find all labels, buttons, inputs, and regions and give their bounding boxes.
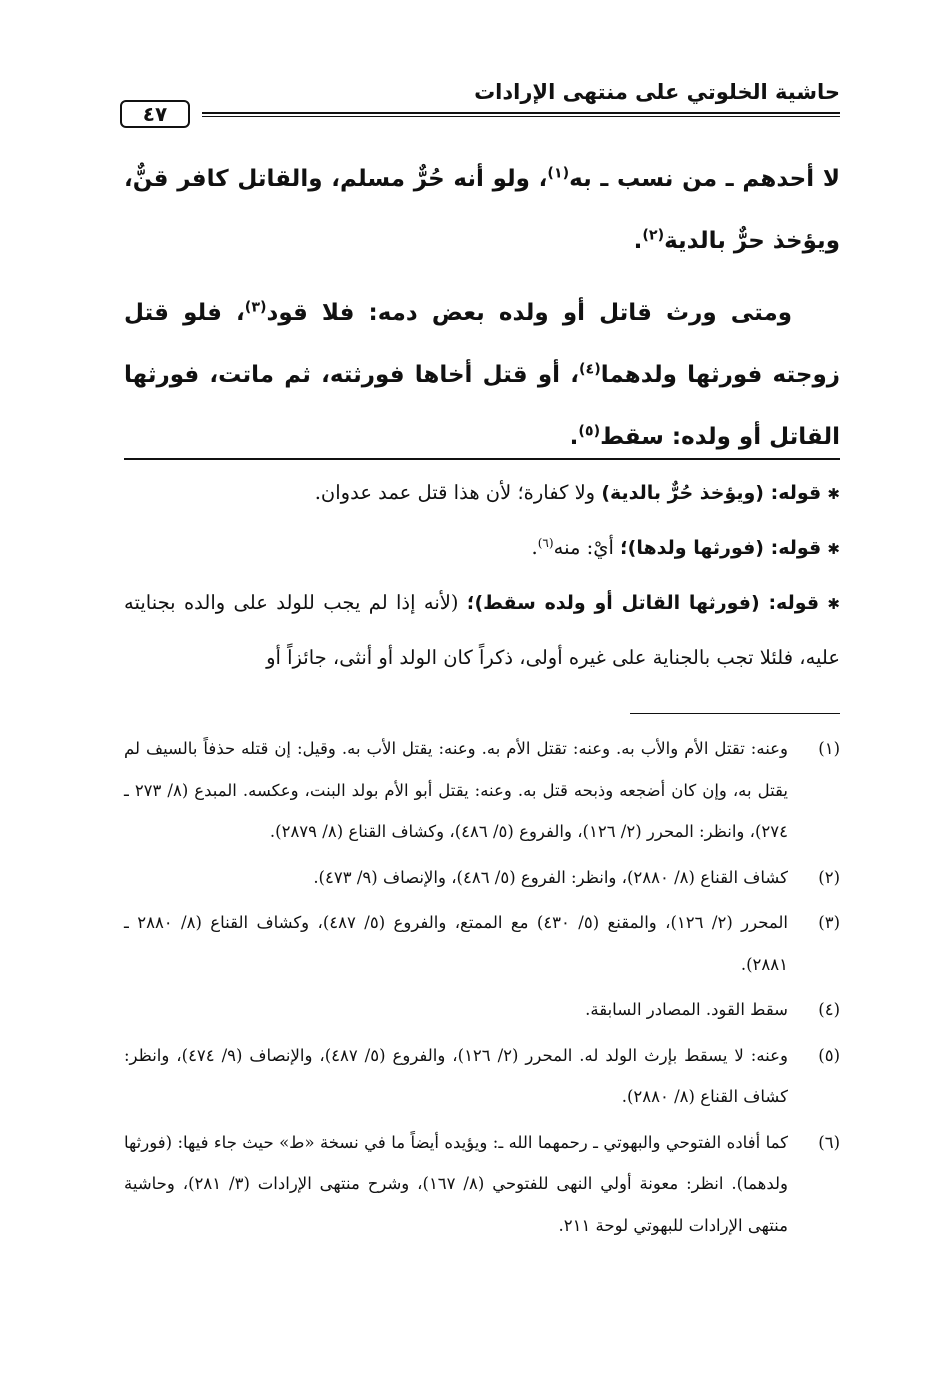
commentary-section: [124, 466, 840, 684]
main-p2-text-1: ومتى ورث قاتل أو ولده بعض دمه: فلا قود: [266, 300, 793, 326]
header-rule-thin: [202, 116, 840, 117]
main-p2-text-3: ، أو قتل أخاها فورثته، ثم ماتت، فورثها القاتل أو ولده: سقط: [124, 362, 840, 450]
footnote-ref-2: (٢): [642, 227, 665, 244]
main-p1-text-3: .: [633, 228, 643, 254]
footnote-ref-6: (٦): [537, 535, 554, 550]
commentary-1-text: ولا كفارة؛ لأن هذا قتل عمد عدوان.: [314, 481, 602, 504]
commentary-2-text: أيْ: منه: [553, 536, 621, 559]
footnote-text: كما أفاده الفتوحي والبهوتي ـ رحمهما الله ـ: ويؤيده أيضاً ما في نسخة «ط» حيث جاء فيها: (فورثها ولدهما). انظر: معونة أولي النهى للفتوحي (٨/ ١٦٧)، وشرح منتهى الإرادات (٣/ ٢٨١)، وحاشية منتهى الإرادات للبهوتي لوحة ٢١١.: [124, 1132, 788, 1235]
page-header: [120, 78, 840, 130]
footnote-ref-4: (٤): [578, 361, 601, 378]
main-paragraph-2: [124, 282, 840, 468]
commentary-2-lead: قوله: (فورثها ولدها)؛: [620, 537, 822, 559]
main-paragraph-1: [124, 148, 840, 272]
commentary-item-3: [124, 576, 840, 684]
footnote-number: (٢): [818, 867, 840, 887]
asterisk-icon: ✱: [827, 540, 840, 558]
footnote-text: وعنه: تقتل الأم والأب به. وعنه: تقتل الأم به. وعنه: يقتل الأب به. وقيل: إن قتله حذفاً بالسيف لم يقتل به، وإن كان أضجعه وذبحه قتل به. وعنه: يقتل أبو الأم بولد البنت، وعكسه. المبدع (٨/ ٢٧٣ ـ ٢٧٤)، وانظر: المحرر (٢/ ١٢٦)، والفروع (٥/ ٤٨٦)، وكشاف القناع (٨/ ٢٨٧٩).: [124, 739, 788, 841]
footnote-4: [124, 989, 840, 1031]
footnote-ref-5: (٥): [578, 423, 601, 440]
footnote-separator: [630, 713, 840, 714]
footnote-text: وعنه: لا يسقط بإرث الولد له. المحرر (٢/ ١٢٦)، والفروع (٥/ ٤٨٧)، والإنصاف (٩/ ٤٧٤)، وانظر: كشاف القناع (٨/ ٢٨٨٠).: [124, 1045, 788, 1106]
page-number-box: ٤٧: [120, 100, 190, 128]
footnote-6: [124, 1122, 840, 1247]
footnote-text: كشاف القناع (٨/ ٢٨٨٠)، وانظر: الفروع (٥/ ٤٨٦)، والإنصاف (٩/ ٤٧٣).: [313, 867, 788, 887]
footnote-ref-1: (١): [547, 165, 570, 182]
commentary-3-text: (لأنه إذا لم يجب للولد على والده بجنايته عليه، فلئلا تجب بالجناية على غيره أولى، ذكراً كان الولد أو أنثى، جائزاً أو: [124, 591, 840, 669]
footnote-number: (١): [818, 739, 840, 758]
footnote-1: [124, 728, 840, 853]
commentary-item-1: [124, 466, 840, 521]
commentary-2-end: .: [531, 536, 538, 559]
footnote-number: (٥): [818, 1045, 840, 1065]
asterisk-icon: ✱: [827, 485, 840, 503]
footnote-number: (٦): [818, 1132, 840, 1152]
main-p2-text-2: ، فلو قتل زوجته فورثها ولدهما: [124, 300, 840, 388]
header-rule: [202, 112, 840, 118]
footnote-3: [124, 902, 840, 985]
footnotes: [124, 728, 840, 1250]
footnote-number: (٣): [818, 913, 840, 932]
footnote-5: [124, 1035, 840, 1118]
footnote-ref-3: (٣): [244, 299, 267, 316]
footnote-text: المحرر (٢/ ١٢٦)، والمقنع (٥/ ٤٣٠) مع الممتع، والفروع (٥/ ٤٨٧)، وكشاف القناع (٨/ ٢٨٨٠ ـ ٢٨٨١).: [124, 913, 788, 974]
running-title: حاشية الخلوتي على منتهى الإرادات: [474, 80, 840, 104]
header-rule-thick: [202, 112, 840, 114]
footnote-2: [124, 857, 840, 899]
asterisk-icon: ✱: [827, 595, 840, 613]
main-p1-text-2: ، ولو أنه حُرٌّ مسلم، والقاتل كافر قنٌّ، ويؤخذ حرٌّ بالدية: [124, 166, 840, 254]
main-p1-text-1: لا أحدهم ـ من نسب ـ به: [569, 166, 840, 192]
main-text: [124, 148, 840, 468]
commentary-3-lead: قوله: (فورثها القاتل أو ولده سقط)؛: [466, 592, 820, 614]
section-divider: [124, 458, 840, 460]
commentary-1-lead: قوله: (ويؤخذ حُرٌّ بالدية): [601, 482, 822, 504]
footnote-text: سقط القود. المصادر السابقة.: [585, 1000, 788, 1019]
main-p2-text-4: .: [569, 424, 579, 450]
footnote-number: (٤): [818, 1000, 840, 1019]
commentary-item-2: [124, 521, 840, 576]
